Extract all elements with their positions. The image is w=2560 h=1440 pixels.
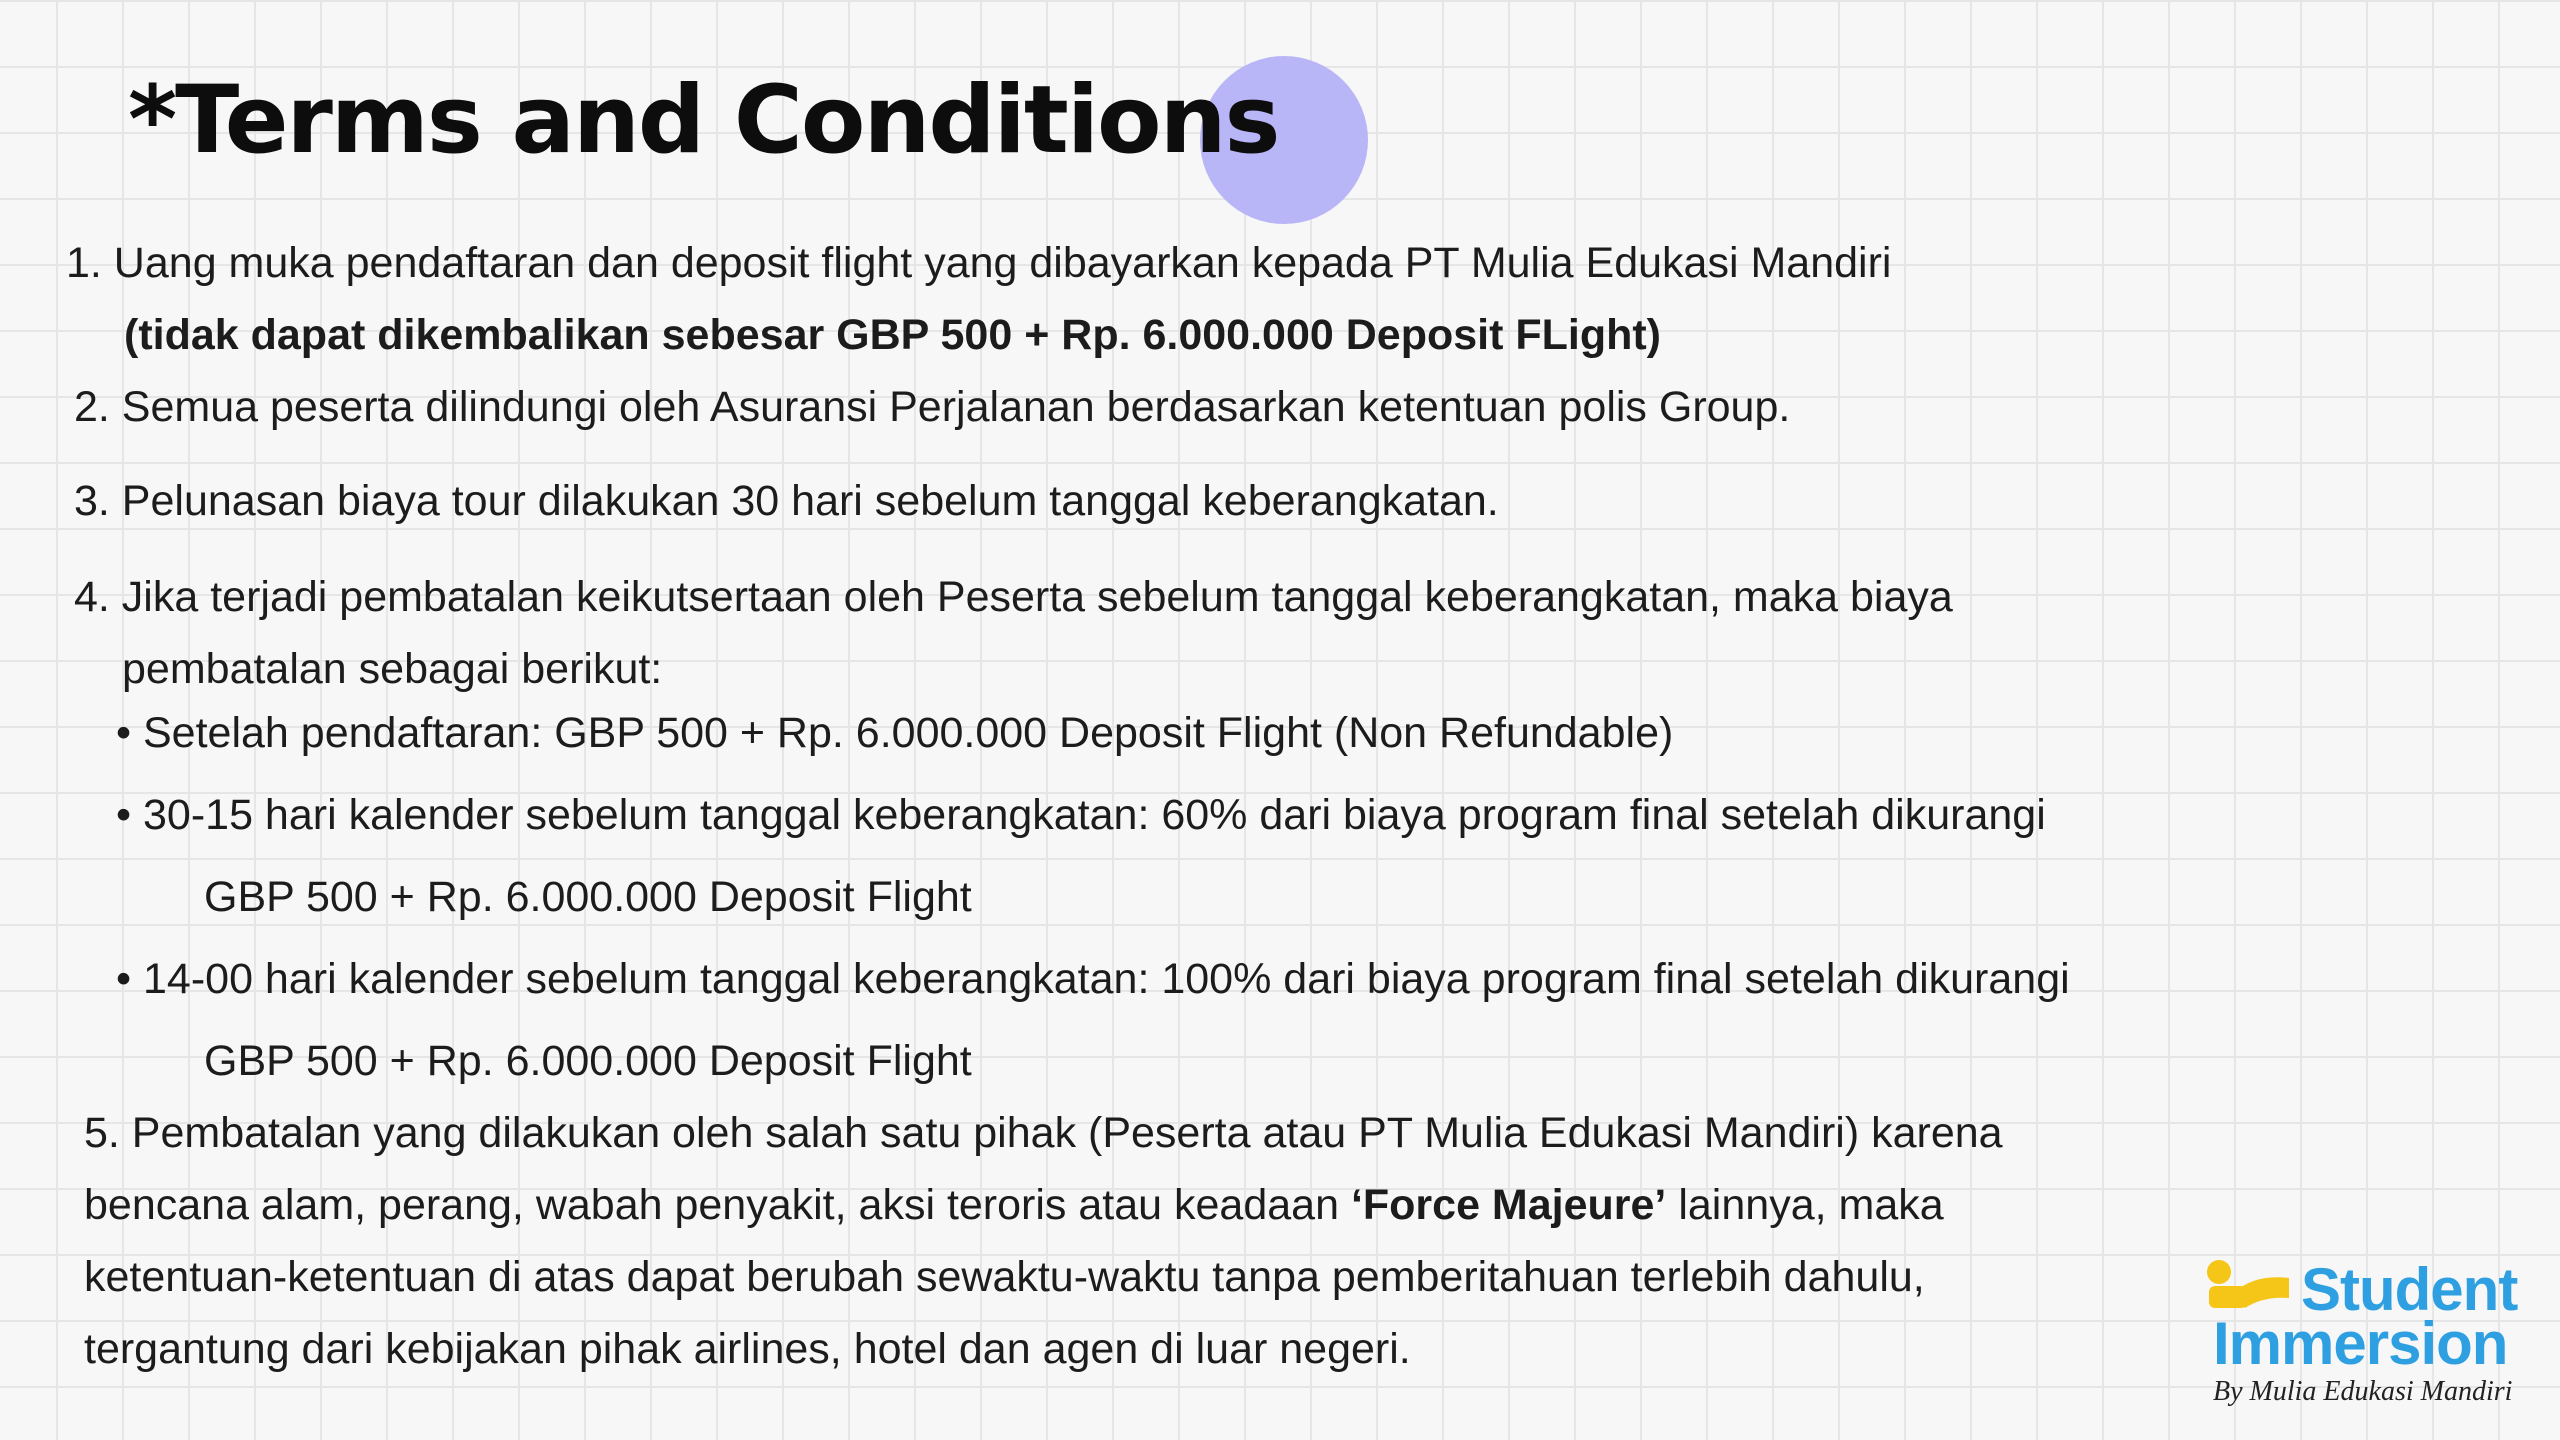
term-1-line-1: 1. Uang muka pendaftaran dan deposit flight yang dibayarkan kepada PT Mulia Edukasi Mandiri (66, 239, 1892, 287)
term-2: 2. Semua peserta dilindungi oleh Asuransi Perjalanan berdasarkan ketentuan polis Group. (74, 383, 1791, 431)
term-5-line-2 (84, 1180, 1944, 1232)
logo-mark-icon (2205, 1258, 2295, 1318)
logo-word-student: Student (2301, 1256, 2518, 1323)
term-4-bullet-3: • 14-00 hari kalender sebelum tanggal keberangkatan: 100% dari biaya program final setelah dikurangi (116, 955, 2070, 1003)
term-5-line-2-pre: bencana alam, perang, wabah penyakit, aksi teroris atau keadaan (84, 1181, 1351, 1229)
term-5-line-1: 5. Pembatalan yang dilakukan oleh salah satu pihak (Peserta atau PT Mulia Edukasi Mandiri) karena (84, 1109, 2003, 1157)
page-title: *Terms and Conditions (128, 66, 1279, 175)
logo-word-immersion: Immersion (2213, 1310, 2508, 1377)
force-majeure-text: ‘Force Majeure’ (1350, 1181, 1667, 1229)
term-1-line-2: (tidak dapat dikembalikan sebesar GBP 500 + Rp. 6.000.000 Deposit FLight) (124, 311, 1661, 359)
term-3: 3. Pelunasan biaya tour dilakukan 30 hari sebelum tanggal keberangkatan. (74, 477, 1499, 525)
term-4-bullet-2: • 30-15 hari kalender sebelum tanggal keberangkatan: 60% dari biaya program final setelah dikurangi (116, 791, 2046, 839)
term-4-line-2: pembatalan sebagai berikut: (122, 645, 663, 693)
term-4-bullet-3-cont: GBP 500 + Rp. 6.000.000 Deposit Flight (204, 1037, 972, 1085)
term-4-bullet-2-cont: GBP 500 + Rp. 6.000.000 Deposit Flight (204, 873, 972, 921)
logo-byline: By Mulia Edukasi Mandiri (2213, 1376, 2513, 1407)
term-5-line-3: ketentuan-ketentuan di atas dapat berubah sewaktu-waktu tanpa pemberitahuan terlebih dahulu, (84, 1253, 1925, 1301)
student-immersion-logo (2205, 1258, 2545, 1418)
term-4-bullet-1: • Setelah pendaftaran: GBP 500 + Rp. 6.000.000 Deposit Flight (Non Refundable) (116, 709, 1674, 757)
term-4-line-1: 4. Jika terjadi pembatalan keikutsertaan oleh Peserta sebelum tanggal keberangkatan, maka biaya (74, 573, 1953, 621)
term-5-line-4: tergantung dari kebijakan pihak airlines, hotel dan agen di luar negeri. (84, 1325, 1411, 1373)
term-5-line-2-post: lainnya, maka (1666, 1181, 1944, 1229)
